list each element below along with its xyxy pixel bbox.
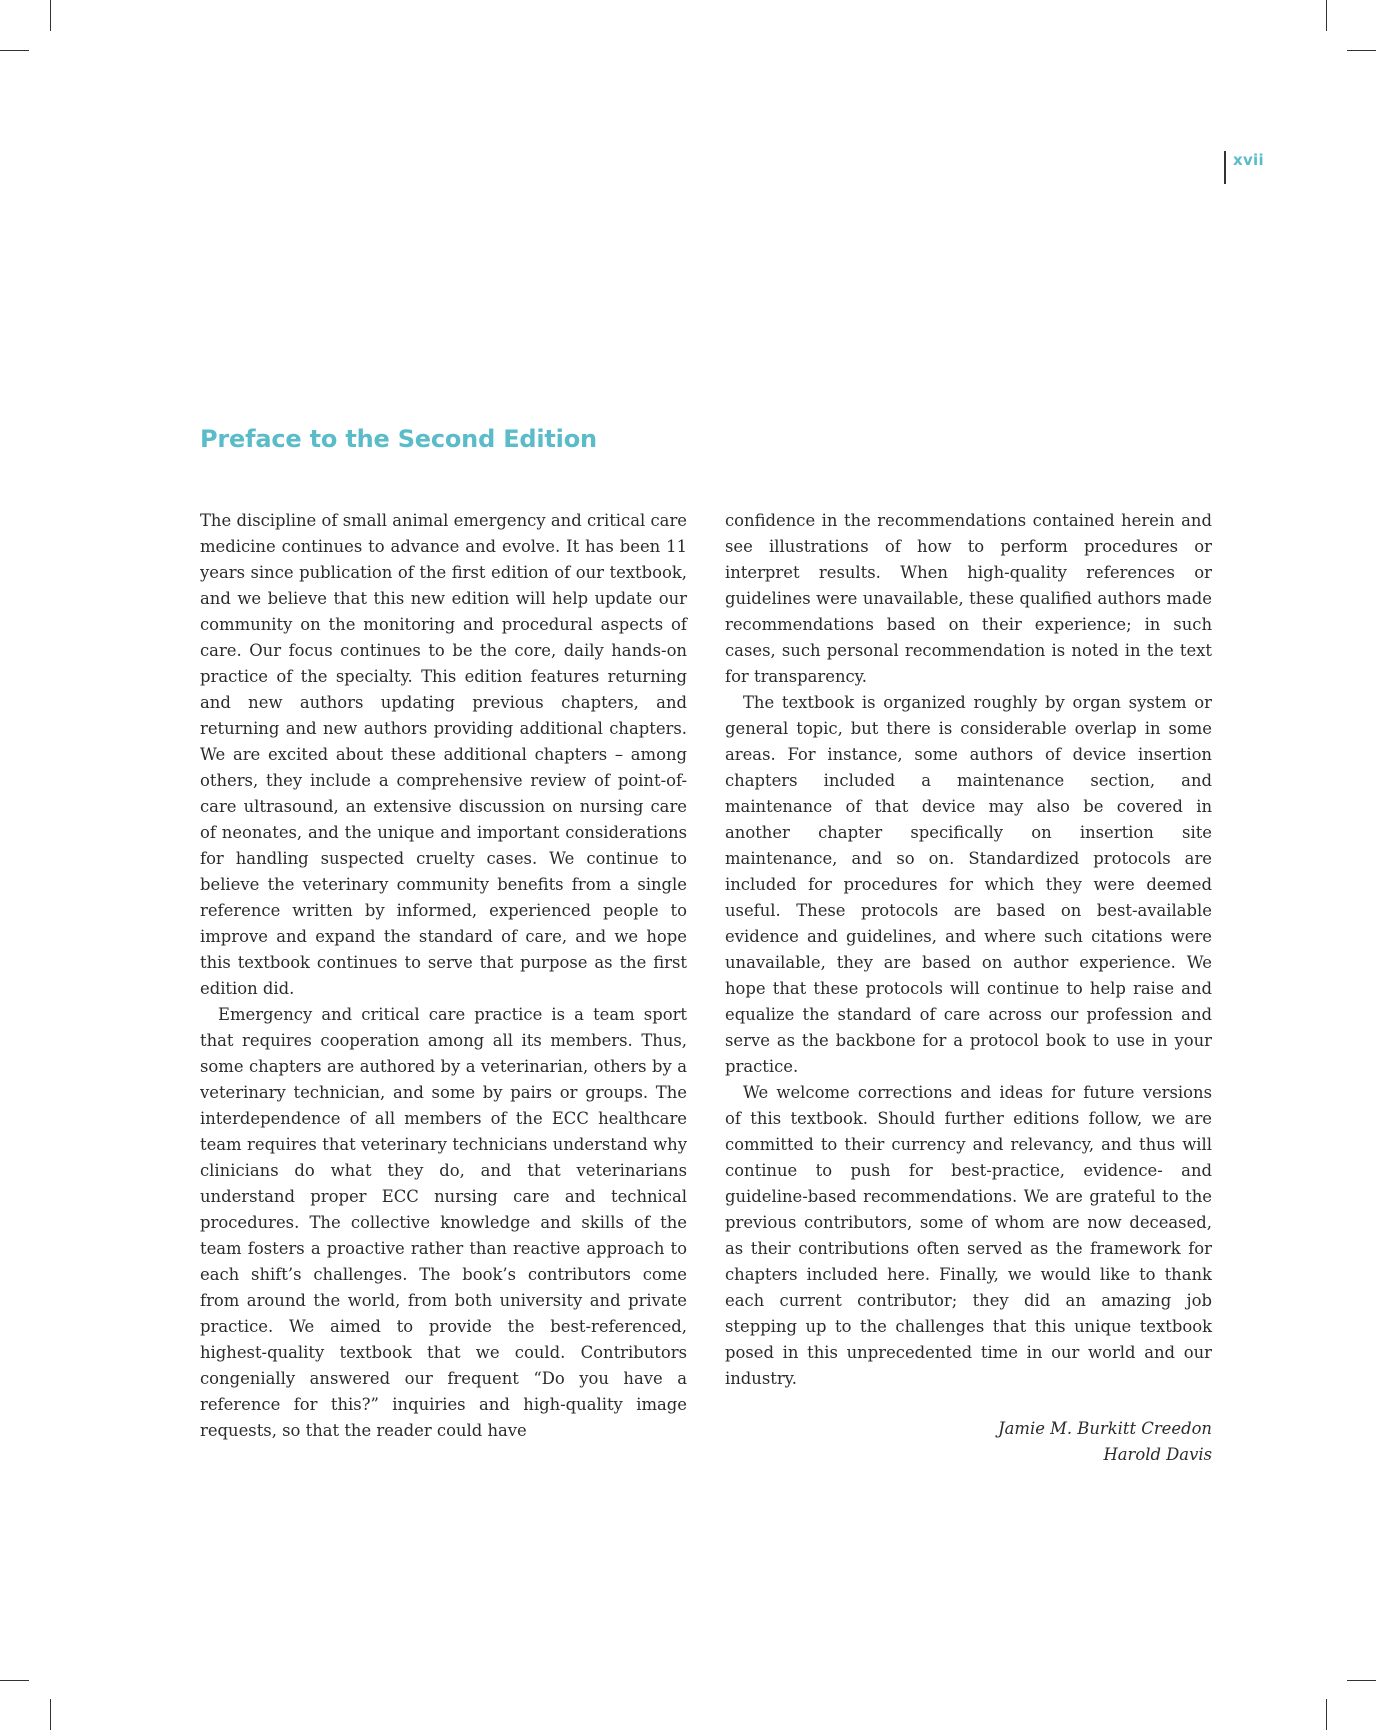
page-title: Preface to the Second Edition bbox=[200, 425, 597, 453]
crop-mark bbox=[1326, 1699, 1327, 1730]
crop-mark bbox=[1326, 0, 1327, 31]
folio-rule bbox=[1224, 151, 1226, 184]
crop-mark bbox=[0, 1680, 29, 1681]
author-name: Jamie M. Burkitt Creedon bbox=[998, 1419, 1212, 1438]
crop-mark bbox=[0, 50, 29, 51]
paragraph: Emergency and critical care practice is a team sport that requires cooperation among all its members. Thus, some chapters are authored by a veterinarian, others by a veterinary technician, and some by pairs or groups. The interdependence of all members of the ECC healthcare team requires that veterinary technicians understand why clinicians do what they do, and that veterinarians understand proper ECC nursing care and technical procedures. The collective knowledge and skills of the team fosters a proactive rather than reactive approach to each shift’s challenges. The book’s contributors come from around the world, from both university and private practice. We aimed to provide the best-referenced, highest-quality textbook that we could. Contributors congenially answered our frequent “Do you have a reference for this?” inquiries and high-quality image requests, so that the reader could have bbox=[200, 1005, 687, 1440]
crop-mark bbox=[1347, 50, 1376, 51]
page-number: xvii bbox=[1233, 151, 1264, 169]
paragraph: The discipline of small animal emergency and critical care medicine continues to advance and evolve. It has been 11 years since publication of the first edition of our textbook, and we believe that this new edition will help update our community on the monitoring and procedural aspects of care. Our focus continues to be the core, daily hands-on practice of the specialty. This edition features returning and new authors updating previous chapters, and returning and new authors providing additional chapters. We are excited about these additional chapters – among others, they include a comprehensive review of point-of-care ultrasound, an extensive discussion on nursing care of neonates, and the unique and important considerations for handling suspected cruelty cases. We continue to believe the veterinary community benefits from a single reference written by informed, experienced people to improve and expand the standard of care, and we hope this textbook continues to serve that purpose as the first edition did. bbox=[200, 511, 687, 998]
left-column bbox=[200, 508, 687, 1444]
crop-mark bbox=[50, 0, 51, 31]
signature-block bbox=[725, 1416, 1212, 1468]
paragraph: We welcome corrections and ideas for future versions of this textbook. Should further editions follow, we are committed to their currency and relevancy, and thus will continue to push for best-practice, evidence- and guideline-based recommendations. We are grateful to the previous contributors, some of whom are now deceased, as their contributions often served as the framework for chapters included here. Finally, we would like to thank each current contributor; they did an amazing job stepping up to the challenges that this unique textbook posed in this unprecedented time in our world and our industry. bbox=[725, 1083, 1212, 1388]
crop-mark bbox=[1347, 1680, 1376, 1681]
paragraph: confidence in the recommendations contained herein and see illustrations of how to perform procedures or interpret results. When high-quality references or guidelines were unavailable, these qualified authors made recommendations based on their experience; in such cases, such personal recommendation is noted in the text for transparency. bbox=[725, 511, 1212, 686]
crop-mark bbox=[50, 1699, 51, 1730]
author-name: Harold Davis bbox=[1103, 1445, 1212, 1464]
right-column bbox=[725, 508, 1212, 1468]
paragraph: The textbook is organized roughly by organ system or general topic, but there is considerable overlap in some areas. For instance, some authors of device insertion chapters included a maintenance section, and maintenance of that device may also be covered in another chapter specifically on insertion site maintenance, and so on. Standardized protocols are included for procedures for which they were deemed useful. These protocols are based on best-available evidence and guidelines, and where such citations were unavailable, they are based on author experience. We hope that these protocols will continue to help raise and equalize the standard of care across our profession and serve as the backbone for a protocol book to use in your practice. bbox=[725, 693, 1212, 1076]
